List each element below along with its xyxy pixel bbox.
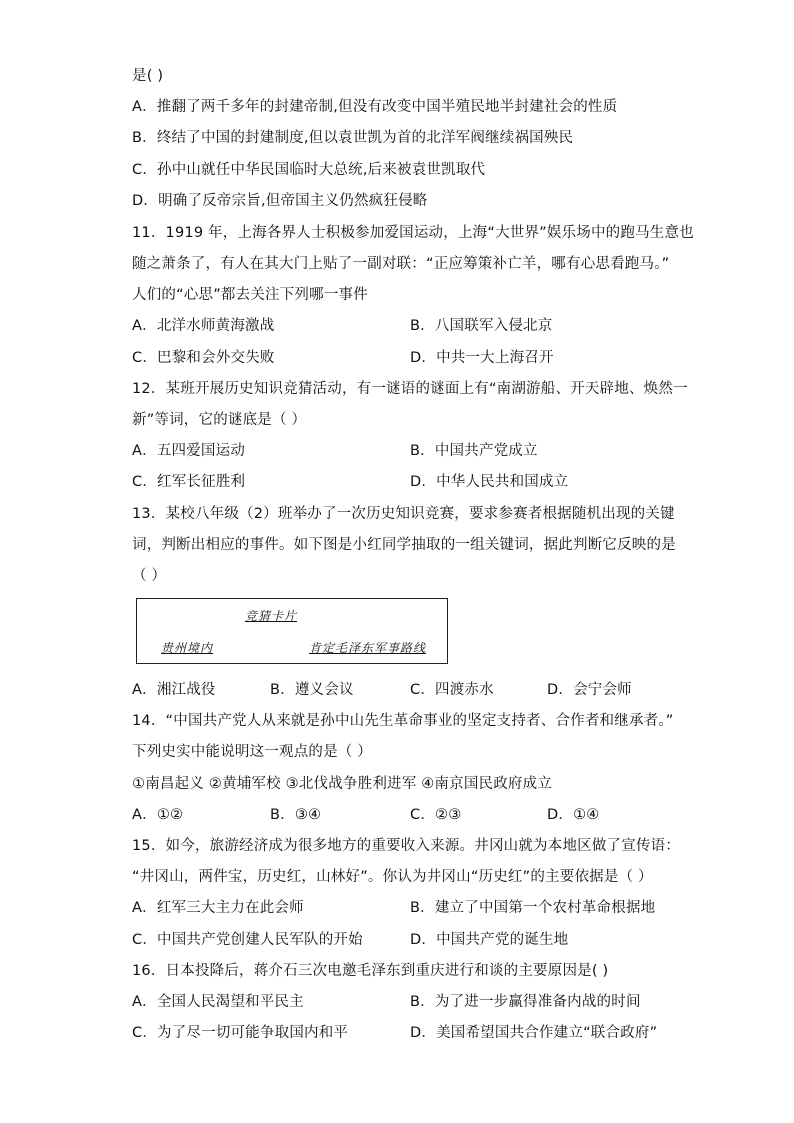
q13-option-c: C．四渡赤水 (410, 682, 494, 698)
q16-stem-line1: 16．日本投降后，蒋介石三次电邀毛泽东到重庆进行和谈的主要原因是( ) (132, 963, 609, 979)
q16-option-d: D．美国希望国共合作建立“联合政府” (410, 1025, 658, 1041)
card-keyword-right: 肯定毛泽东军事路线 (309, 641, 427, 655)
q15-stem-line1: 15．如今，旅游经济成为很多地方的重要收入来源。井冈山就为本地区做了宣传语： (132, 838, 681, 854)
q10-option-d: D．明确了反帝宗旨,但帝国主义仍然疯狂侵略 (132, 193, 428, 209)
q11-stem-line1: 11．1919 年，上海各界人士积极参加爱国运动，上海“大世界”娱乐场中的跑马生意也 (132, 225, 694, 241)
q12-option-a: A．五四爱国运动 (132, 443, 246, 459)
q12-option-b: B．中国共产党成立 (410, 443, 538, 459)
q12-stem-line2: 新”等词，它的谜底是（ ） (132, 412, 307, 428)
q11-option-d: D．中共一大上海召开 (410, 350, 554, 366)
guess-card-figure (136, 598, 448, 664)
q15-option-b: B．建立了中国第一个农村革命根据地 (410, 900, 656, 916)
q12-stem-line1: 12．某班开展历史知识竞猜活动，有一谜语的谜面上有“南湖游船、开天辟地、焕然一 (132, 381, 688, 397)
q12-option-d: D．中华人民共和国成立 (410, 474, 569, 490)
q15-option-c: C．中国共产党创建人民军队的开始 (132, 932, 363, 948)
q13-stem-line2: 词，判断出相应的事件。如下图是小红同学抽取的一组关键词，据此判断它反映的是 (132, 537, 676, 553)
q11-options-row1 (132, 316, 274, 336)
q14-option-d: D．①④ (547, 807, 600, 823)
q11-stem-line3: 人们的“心思”都去关注下列哪一事件 (132, 287, 368, 303)
q13-option-b: B．遵义会议 (270, 682, 354, 698)
q16-option-c: C．为了尽一切可能争取国内和平 (132, 1025, 349, 1041)
q13-option-d: D．会宁会师 (547, 682, 632, 698)
card-keyword-left: 贵州境内 (161, 641, 214, 655)
q14-stem-line2: 下列史实中能说明这一观点的是（ ） (132, 744, 373, 760)
q16-option-b: B．为了进一步赢得准备内战的时间 (410, 994, 641, 1010)
q10-option-b: B．终结了中国的封建制度,但以袁世凯为首的北洋军阀继续祸国殃民 (132, 130, 574, 146)
q14-option-a: A．①② (132, 807, 184, 823)
q14-option-b: B．③④ (270, 807, 322, 823)
q14-stem-line3: ①南昌起义 ②黄埔军校 ③北伐战争胜利进军 ④南京国民政府成立 (132, 776, 553, 792)
q11-stem-line2: 随之萧条了，有人在其大门上贴了一副对联：“正应筹策补亡羊，哪有心思看跑马。” (132, 256, 670, 272)
q11-option-a: A．北洋水师黄海激战 (132, 318, 275, 334)
q13-option-a: A．湘江战役 (132, 682, 216, 698)
q15-option-d: D．中国共产党的诞生地 (410, 932, 569, 948)
q10-option-c: C．孙中山就任中华民国临时大总统,后来被袁世凯取代 (132, 162, 486, 178)
q16-option-a: A．全国人民渴望和平民主 (132, 994, 304, 1010)
q11-option-b: B．八国联军入侵北京 (410, 318, 553, 334)
q14-option-c: C．②③ (410, 807, 462, 823)
q10-option-a: A．推翻了两千多年的封建帝制,但没有改变中国半殖民地半封建社会的性质 (132, 99, 618, 115)
card-title: 竞猜卡片 (245, 609, 298, 623)
q15-stem-line2: “井冈山，两件宝，历史红，山林好”。你认为井冈山“历史红”的主要依据是（ ） (132, 869, 653, 885)
q10-stem-tail: 是( ) (132, 68, 164, 84)
q13-stem-line1: 13．某校八年级（2）班举办了一次历史知识竞赛，要求参赛者根据随机出现的关键 (132, 506, 675, 522)
q14-stem-line1: 14．“中国共产党人从来就是孙中山先生革命事业的坚定支持者、合作者和继承者。” (132, 713, 674, 729)
q13-stem-line3: （ ） (132, 568, 167, 584)
q15-option-a: A．红军三大主力在此会师 (132, 900, 304, 916)
q12-option-c: C．红军长征胜利 (132, 474, 246, 490)
q11-option-c: C．巴黎和会外交失败 (132, 350, 275, 366)
